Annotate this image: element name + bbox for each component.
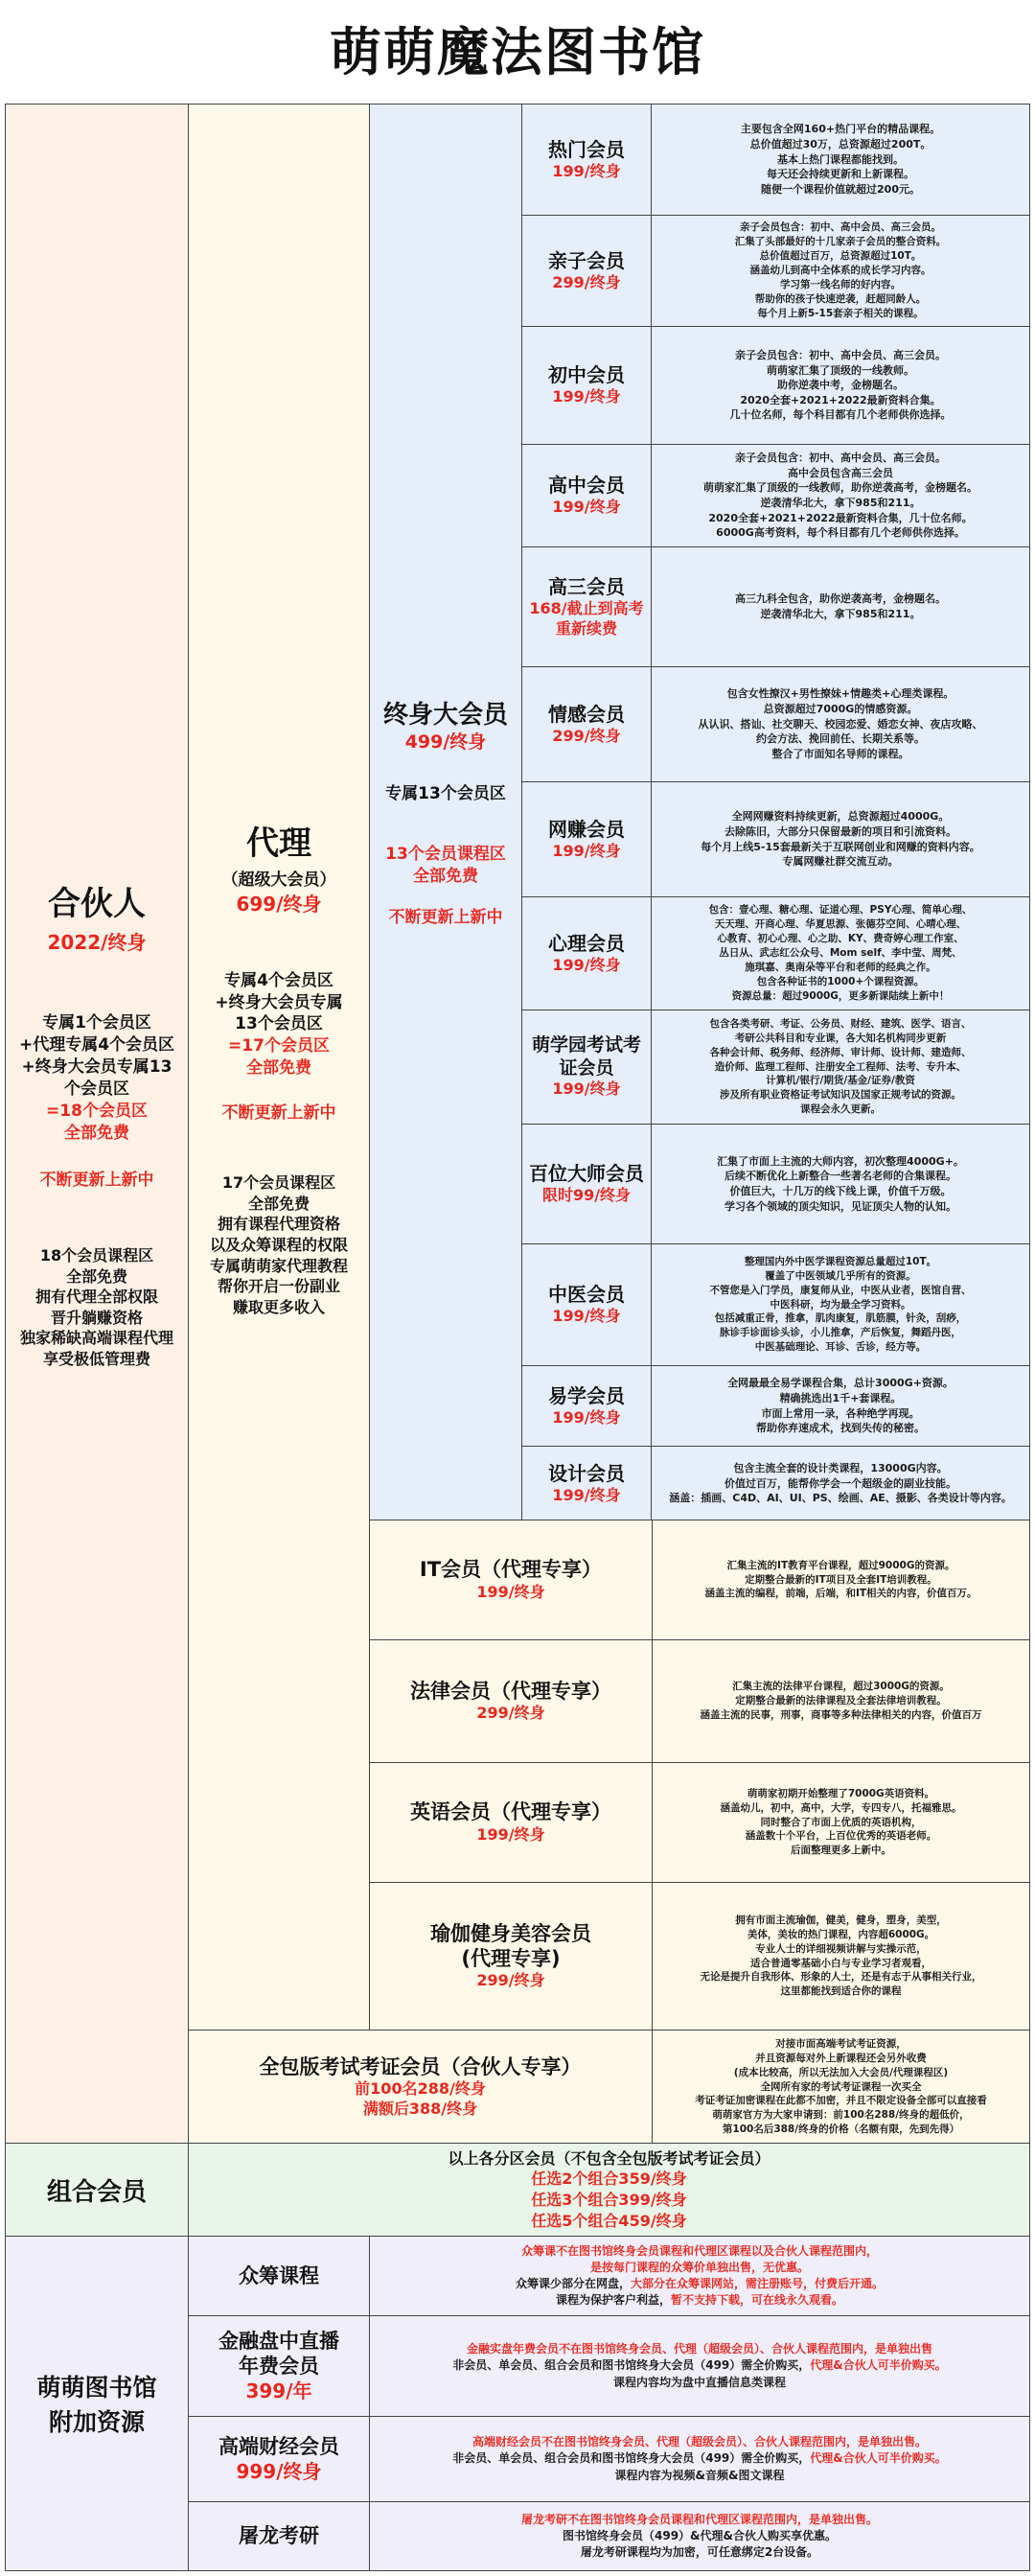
member-row-name	[521, 104, 652, 216]
agent-benefit-6: 帮你开启一份副业	[217, 1277, 340, 1296]
member-row-desc	[651, 104, 1030, 216]
member-desc-line: 从认识、搭讪、社交聊天、校园恋爱、婚恋女神、夜店攻略、	[698, 717, 983, 731]
member-row-desc	[651, 444, 1030, 547]
partner-update: 不断更新上新中	[39, 1171, 154, 1191]
member-desc-line: 涵盖：插画、C4D、AI、UI、PS、绘画、AE、摄影、各类设计等内容。	[669, 1492, 1012, 1505]
agent-member-desc-line: 同时整合了市面上优质的英语机构，	[760, 1816, 922, 1828]
member-desc-line: 造价师、监理工程师、注册安全工程师、法考、专升本、	[714, 1060, 967, 1073]
member-row-name	[521, 215, 652, 327]
agent-member-desc-line: 萌萌家官方为大家申请到：前100名288/终身的超低价，	[712, 2109, 970, 2122]
member-desc-line: 包括减重正骨，推拿，肌肉康复，肌筋膜，针灸，刮痧，	[714, 1312, 967, 1325]
agent-member-row-name	[369, 1520, 653, 1640]
member-price: 299/终身	[552, 726, 621, 745]
member-desc-line: 学习各个领域的顶尖知识，见证顶尖人物的认知。	[724, 1199, 956, 1213]
member-row-name	[521, 1243, 652, 1366]
agent-update: 不断更新上新中	[221, 1103, 336, 1124]
member-desc-line: 高三九科全包含，助你逆袭高考，金榜题名。	[735, 592, 946, 606]
member-desc-line: 逆袭清华北大，拿下985和211。	[760, 497, 921, 509]
agent-member-row-name	[369, 1762, 653, 1883]
combo-line-3: 任选3个组合399/终身	[531, 2191, 687, 2209]
member-name: 萌学园考试考证会员	[531, 1033, 641, 1079]
member-desc-line: 随便一个课程价值就超过200元。	[761, 182, 920, 196]
agent-member-desc-line: 适合普通零基础小白与专业学习者观看，	[750, 1957, 932, 1969]
member-desc-line: 各种会计师、税务师、经济师、审计师、设计师、建造师、	[709, 1046, 972, 1058]
member-desc-line: 总价值超过30万，总资源超过200T。	[749, 138, 932, 151]
member-row-name	[521, 546, 652, 667]
member-name: 初中会员	[548, 363, 625, 387]
combo-label-cell	[5, 2143, 189, 2237]
agent-member-row-desc	[652, 2030, 1030, 2145]
member-price: 199/终身	[552, 1407, 621, 1427]
agent-benefit-3: 拥有课程代理资格	[217, 1215, 340, 1234]
agent-member-name: 瑜伽健身美容会员	[430, 1921, 591, 1945]
member-desc-line: 高中会员包含高三会员	[788, 466, 893, 479]
agent-member-desc-line: (成本比较高，所以无法加入大会员/代理课程区)	[733, 2066, 949, 2078]
partner-benefit-2: 全部免费	[65, 1266, 127, 1286]
extra-item-finance-premium-desc: 高端财经会员不在图书馆终身会员、代理（超级会员）、合伙人课程范围内，是单独出售。 非会员、单会员、组合会员和图书馆终身大会员（499）需全价购买，代理&合伙人可半价购买。 课程内容为视频&音频&图文课程	[369, 2416, 1030, 2502]
member-desc-line: 每个月上新5-15套亲子相关的课程。	[757, 307, 924, 319]
member-row-name	[521, 1010, 652, 1125]
agent-member-price: 前100名288/终身	[355, 2079, 486, 2099]
lifetime-update: 不断更新上新中	[388, 907, 503, 927]
member-desc-line: 计算机/银行/期货/基金/证券/教资	[766, 1075, 915, 1087]
member-row-name	[521, 1365, 652, 1447]
lifetime-zone-total: 13个会员课程区	[385, 844, 506, 864]
agent-member-desc-line: 考证考证加密课程在此都不加密，并且不限定设备全部可以直接看	[695, 2095, 987, 2107]
member-desc-line: 价值巨大，十几万的线下线上课，价值千万级。	[729, 1185, 952, 1197]
member-price: 199/终身	[552, 498, 621, 517]
agent-member-row-desc	[652, 1882, 1030, 2031]
member-desc-line: 6000G高考资料，每个科目都有几个老师供你选择。	[716, 526, 965, 540]
agent-member-desc-line: 这里都能找到适合你的课程	[780, 1985, 902, 1998]
extra-item-finance-live-desc: 金融实盘年费会员不在图书馆终身会员、代理（超级会员）、合伙人课程范围内，是单独出售 非会员、单会员、组合会员和图书馆终身大会员（499）需全价购买，代理&合伙人可半价购买。 课程内容均为盘中直播信息类课程	[369, 2315, 1030, 2417]
member-desc-line: 学习第一线名师的好内容。	[780, 278, 901, 290]
agent-benefit-2: 全部免费	[247, 1194, 310, 1213]
combo-name: 组合会员	[46, 2177, 147, 2207]
agent-member-row-name	[369, 1639, 653, 1763]
partner-benefit-4: 晋升躺赚资格	[50, 1308, 143, 1327]
member-name: 心理会员	[548, 931, 625, 955]
agent-member-price: 199/终身	[476, 1582, 545, 1601]
member-price: 199/终身	[552, 1485, 621, 1504]
member-desc-line: 包含女性撩汉+男性撩妹+情趣类+心理类课程。	[726, 687, 954, 701]
member-desc-line: 不管您是入门学员，康复师从业，中医从业者，医馆自营、	[709, 1284, 972, 1296]
partner-benefit-1: 18个会员课程区	[39, 1246, 154, 1265]
member-row-name	[521, 781, 652, 897]
agent-subtitle: （超级大会员）	[221, 870, 336, 890]
member-desc-line: 丛日从、武志红公众号、Mom self、李中莹、周梵、	[719, 947, 962, 960]
member-row-desc	[651, 326, 1030, 445]
extra-name-1: 萌萌图书馆	[36, 2374, 157, 2402]
member-desc-line: 去除陈旧，大部分只保留最新的项目和引流资料。	[724, 824, 956, 838]
member-desc-line: 全网网赚资料持续更新，总资源超过4000G。	[731, 810, 950, 824]
member-desc-line: 汇集了市面上主流的大师内容，初次整理4000G+。	[717, 1154, 964, 1168]
agent-member-desc-line: 萌萌家初期开始整理了7000G英语资料。	[747, 1787, 935, 1799]
member-desc-line: 脉诊手诊面诊头诊，小儿推拿，产后恢复，舞蹈丹医，	[720, 1327, 961, 1339]
member-price: 168/截止到高考	[529, 598, 644, 617]
combo-line-1: 以上各分区会员（不包含全包版考试考证会员）	[448, 2148, 770, 2168]
partner-price: 2022/终身	[47, 931, 147, 955]
agent-member-desc-line: 对接市面高端考试考证资源，	[775, 2037, 907, 2050]
member-row-name	[521, 444, 652, 547]
member-desc-line: 几十位名师，每个科目都有几个老师供你选择。	[729, 408, 952, 422]
agent-member-desc-line: 定期整合最新的IT项目及全套IT培训教程。	[745, 1573, 937, 1586]
agent-member-desc-line: 涵盖幼儿，初中，高中，大学，专四专八，托福雅思。	[720, 1801, 962, 1814]
member-price: 限时99/终身	[541, 1186, 632, 1205]
member-row-name	[521, 666, 652, 782]
member-name: 热门会员	[548, 137, 625, 161]
extra-label-cell	[5, 2236, 189, 2571]
member-desc-line: 2020全套+2021+2022最新资料合集。	[740, 393, 941, 406]
agent-column	[188, 104, 370, 2031]
member-desc-line: 帮助你的孩子快速逆袭，赶超同龄人。	[754, 292, 927, 305]
member-row-name	[521, 1446, 652, 1521]
member-desc-line: 天天理、开商心理、华夏思源、张德芬空间、心晴心理、	[714, 918, 967, 931]
member-row-desc	[651, 1124, 1030, 1244]
member-desc-line: 资源总量：超过9000G，更多新课陆续上新中！	[731, 989, 950, 1002]
agent-member-name: 全包版考试考证会员（合伙人专享）	[259, 2055, 582, 2079]
member-name: 网赚会员	[548, 817, 625, 841]
member-name: 高中会员	[548, 474, 625, 498]
member-row-name	[521, 896, 652, 1010]
member-price: 199/终身	[552, 1079, 621, 1099]
member-row-desc	[651, 1446, 1030, 1521]
member-name: 高三会员	[548, 574, 625, 598]
agent-member-desc-line: 定期整合最新的法律课程及全套法律培训教程。	[735, 1695, 947, 1707]
partner-zone-3: +终身大会员专属13	[21, 1057, 172, 1078]
member-desc-line: 包含各种证书的1000+个课程资源。	[756, 975, 925, 987]
agent-member-desc-line: 拥有市面主流瑜伽，健美，健身，塑身，美型，	[735, 1914, 947, 1926]
agent-member-desc-line: 全网所有家的考试考证课程一次买全	[760, 2080, 922, 2093]
partner-zone-1: 专属1个会员区	[42, 1013, 151, 1033]
extra-item-finance-live-name: 金融盘中直播 年费会员 399/年	[188, 2315, 370, 2417]
member-desc-line: 包含主流全套的设计类课程，13000G内容。	[733, 1462, 948, 1475]
member-desc-line: 逆袭清华北大，拿下985和211。	[760, 608, 921, 620]
member-row-desc	[651, 1010, 1030, 1125]
extra-item-kaoyan-name: 屠龙考研	[188, 2501, 370, 2571]
lifetime-price: 499/终身	[404, 731, 487, 754]
member-desc-line: 汇集了头部最好的十几家亲子会员的整合资料。	[734, 236, 947, 248]
partner-zone-total: =18个会员区	[46, 1102, 148, 1122]
member-desc-line: 心教育、初心心理、心之助、KY、费奇婷心理工作室、	[717, 933, 964, 945]
agent-member-row-name	[369, 1882, 653, 2031]
member-desc-line: 市面上常用一录，各种绝学再现。	[761, 1406, 920, 1420]
agent-member-name-note: (代理专享)	[461, 1947, 561, 1971]
member-desc-line: 整理国内外中医学课程资源总量超过10T。	[744, 1255, 937, 1267]
combo-line-4: 任选5个组合459/终身	[531, 2211, 687, 2230]
member-row-desc	[651, 1365, 1030, 1447]
agent-member-row-desc	[652, 1639, 1030, 1763]
member-desc-line: 主要包含全网160+热门平台的精品课程。	[740, 123, 941, 136]
member-desc-line: 萌萌家汇集了顶级的一线教师。	[767, 363, 914, 377]
member-row-desc	[651, 781, 1030, 897]
page-title: 萌萌魔法图书馆	[330, 21, 705, 82]
agent-member-desc-line: 无论是提升自我形体、形象的人士，还是有志于从事相关行业，	[700, 1971, 982, 1984]
member-desc-line: 约会方法、挽回前任、长期关系等。	[756, 732, 925, 746]
agent-price: 699/终身	[236, 892, 322, 916]
agent-benefit-1: 17个会员课程区	[221, 1173, 336, 1193]
member-desc-line: 整合了市面知名导师的课程。	[771, 747, 909, 760]
member-desc-line: 亲子会员包含：初中、高中会员、高三会员。	[735, 348, 946, 361]
partner-zone-4: 个会员区	[64, 1079, 129, 1100]
member-price: 199/终身	[552, 841, 621, 860]
agent-member-row-desc	[652, 1762, 1030, 1883]
extra-item-crowdfund-desc: 众筹课不在图书馆终身会员课程和代理区课程以及合伙人课程范围内， 是按每门课程的众筹价单独出售，无优惠。 众筹课少部分在网盘，大部分在众筹课网站，需注册账号，付费后开通。 课程为保护客户利益，暂不支持下载，可在线永久观看。	[369, 2236, 1030, 2316]
agent-member-desc-line: 汇集主流的IT教育平台课程，超过9000G的资源。	[726, 1559, 955, 1571]
member-price: 199/终身	[552, 1307, 621, 1326]
member-row-desc	[651, 1243, 1030, 1366]
member-name: 易学会员	[548, 1383, 625, 1407]
member-row-name	[521, 1124, 652, 1244]
agent-member-price: 299/终身	[476, 1704, 545, 1723]
member-desc-line: 后续不断优化上新整合一些著名老师的合集课程。	[724, 1170, 956, 1183]
agent-zone-3: 13个会员区	[235, 1014, 323, 1034]
member-desc-line: 中医基础理论、耳诊、舌诊，经方等。	[754, 1341, 927, 1354]
member-desc-line: 涉及所有职业资格证考试知识及国家正规考试的资源。	[720, 1089, 961, 1102]
member-desc-line: 2020全套+2021+2022最新资料合集，几十位名师。	[708, 511, 973, 524]
agent-member-desc-line: 后面整理更多上新中。	[791, 1845, 891, 1857]
combo-line-2: 任选2个组合359/终身	[531, 2170, 687, 2189]
member-desc-line: 每天还会持续更新和上新课程。	[767, 168, 914, 181]
partner-name: 合伙人	[48, 885, 146, 924]
member-desc-line: 每个月上线5-15套最新关于互联网创业和网赚的资料内容。	[701, 840, 980, 853]
agent-member-row-name	[188, 2030, 653, 2145]
member-price: 199/终身	[552, 161, 621, 180]
member-row-desc	[651, 546, 1030, 667]
partner-benefit-3: 拥有代理全部权限	[34, 1288, 158, 1307]
agent-member-desc-line: 涵盖主流的编程，前端，后端，和IT相关的内容，价值百万。	[704, 1588, 978, 1600]
member-name: 设计会员	[548, 1461, 625, 1485]
agent-benefit-4: 以及众筹课程的权限	[209, 1235, 348, 1254]
extra-name-2: 附加资源	[48, 2408, 145, 2436]
member-desc-line: 精确挑选出1千+套课程。	[779, 1391, 902, 1404]
combo-desc-cell	[188, 2143, 1030, 2237]
agent-zone-total: =17个会员区	[228, 1036, 330, 1056]
agent-member-desc-line: 涵盖数十个平台，上百位优秀的英语老师。	[745, 1830, 937, 1843]
partner-benefit-5: 独家稀缺高端课程代理	[19, 1329, 173, 1348]
member-desc-line: 施琪嘉、奥南朵等平台和老师的经典之作。	[745, 961, 936, 973]
agent-member-desc-line: 并且资源每对外上新课程还会另外收费	[755, 2052, 927, 2064]
agent-member-name: 英语会员（代理专享）	[410, 1800, 611, 1824]
member-price: 199/终身	[552, 387, 621, 406]
member-desc-line: 包含各类考研、考证、公务员、财经、建筑、医学、语言、	[709, 1017, 972, 1030]
member-desc-line: 全网最最全易学课程合集，总计3000G+资源。	[727, 1377, 954, 1390]
member-desc-line: 总资源超过7000G的情感资源。	[763, 703, 918, 716]
agent-name: 代理	[246, 824, 311, 863]
lifetime-column	[369, 104, 522, 1520]
member-price: 299/终身	[552, 272, 621, 291]
agent-member-price: 199/终身	[476, 1824, 545, 1844]
member-desc-line: 中医科研，均为最全学习资料。	[770, 1298, 911, 1311]
member-desc-line: 包含：壹心理、糖心理、证道心理、PSY心理、简单心理、	[708, 904, 973, 917]
member-desc-line: 萌萌家汇集了顶级的一线教师，助你逆袭高考，金榜题名。	[703, 481, 978, 495]
member-desc-line: 价值过百万，能帮你学会一个超级金的副业技能。	[724, 1476, 956, 1490]
agent-zone-2: +终身大会员专属	[215, 992, 343, 1012]
agent-free: 全部免费	[246, 1058, 311, 1079]
agent-member-row-desc	[652, 1520, 1030, 1640]
lifetime-zones: 专属13个会员区	[385, 783, 506, 803]
member-desc-line: 课程会永久更新。	[800, 1103, 881, 1116]
agent-zone-1: 专属4个会员区	[224, 970, 334, 990]
agent-member-desc-line: 第100名后388/终身的价格（名额有限，先到先得）	[722, 2123, 960, 2136]
member-desc-line: 考研公共科目和专业课，各大知名机构同步更新	[734, 1032, 947, 1044]
member-desc-line: 亲子会员包含：初中、高中会员、高三会员。	[735, 452, 946, 465]
member-row-desc	[651, 666, 1030, 782]
member-desc-line: 覆盖了中医领域几乎所有的资源。	[765, 1269, 916, 1282]
member-row-name	[521, 326, 652, 445]
member-row-desc	[651, 896, 1030, 1010]
member-price-note: 重新续费	[555, 618, 617, 638]
partner-free: 全部免费	[64, 1124, 129, 1144]
member-desc-line: 基本上热门课程都能找到。	[777, 152, 904, 166]
extra-item-finance-premium-name: 高端财经会员 999/终身	[188, 2416, 370, 2502]
member-name: 亲子会员	[548, 248, 625, 272]
partner-benefit-6: 享受极低管理费	[42, 1349, 150, 1368]
partner-zone-2: +代理专属4个会员区	[18, 1035, 175, 1056]
member-desc-line: 帮助你弃速成术，找到失传的秘密。	[756, 1422, 925, 1435]
lifetime-name: 终身大会员	[382, 701, 508, 731]
member-price: 199/终身	[552, 955, 621, 974]
agent-member-price: 299/终身	[476, 1971, 545, 1990]
agent-member-name: IT会员（代理专享）	[419, 1558, 603, 1582]
agent-benefit-7: 赚取更多收入	[232, 1297, 325, 1316]
member-name: 情感会员	[548, 702, 625, 726]
agent-member-desc-line: 汇集主流的法律平台课程，超过3000G的资源。	[732, 1681, 950, 1693]
agent-member-desc-line: 涵盖主流的民事，刑事，商事等多种法律相关的内容，价值百万	[700, 1708, 982, 1721]
lifetime-free: 全部免费	[413, 866, 478, 886]
member-desc-line: 总价值超过百万，总资源超过10T。	[759, 250, 922, 263]
member-desc-line: 涵盖幼儿到高中全体系的成长学习内容。	[749, 265, 932, 277]
member-row-desc	[651, 215, 1030, 327]
extra-item-crowdfund-name: 众筹课程	[188, 2236, 370, 2316]
member-desc-line: 专属网赚社群交流互动。	[782, 855, 899, 869]
member-name: 中医会员	[548, 1283, 625, 1307]
partner-column	[5, 104, 189, 2144]
agent-benefit-5: 专属萌萌家代理教程	[209, 1256, 348, 1275]
agent-member-desc-line: 美体，美妆的热门课程，内容超6000G。	[747, 1928, 935, 1940]
member-desc-line: 亲子会员包含：初中、高中会员、高三会员。	[740, 221, 941, 234]
member-name: 百位大师会员	[529, 1162, 644, 1186]
agent-member-name: 法律会员（代理专享）	[410, 1679, 611, 1703]
extra-item-kaoyan-desc: 屠龙考研不在图书馆终身会员课程和代理区课程范围内，是单独出售。 图书馆终身会员（499）&代理&合伙人购买享优惠。 屠龙考研课程均为加密，可任意绑定2台设备。	[369, 2501, 1030, 2571]
agent-member-price-note: 满额后388/终身	[362, 2100, 478, 2119]
member-desc-line: 助你逆袭中考，金榜题名。	[777, 379, 904, 392]
agent-member-desc-line: 专业人士的详细视频讲解与实操示范，	[755, 1942, 927, 1955]
